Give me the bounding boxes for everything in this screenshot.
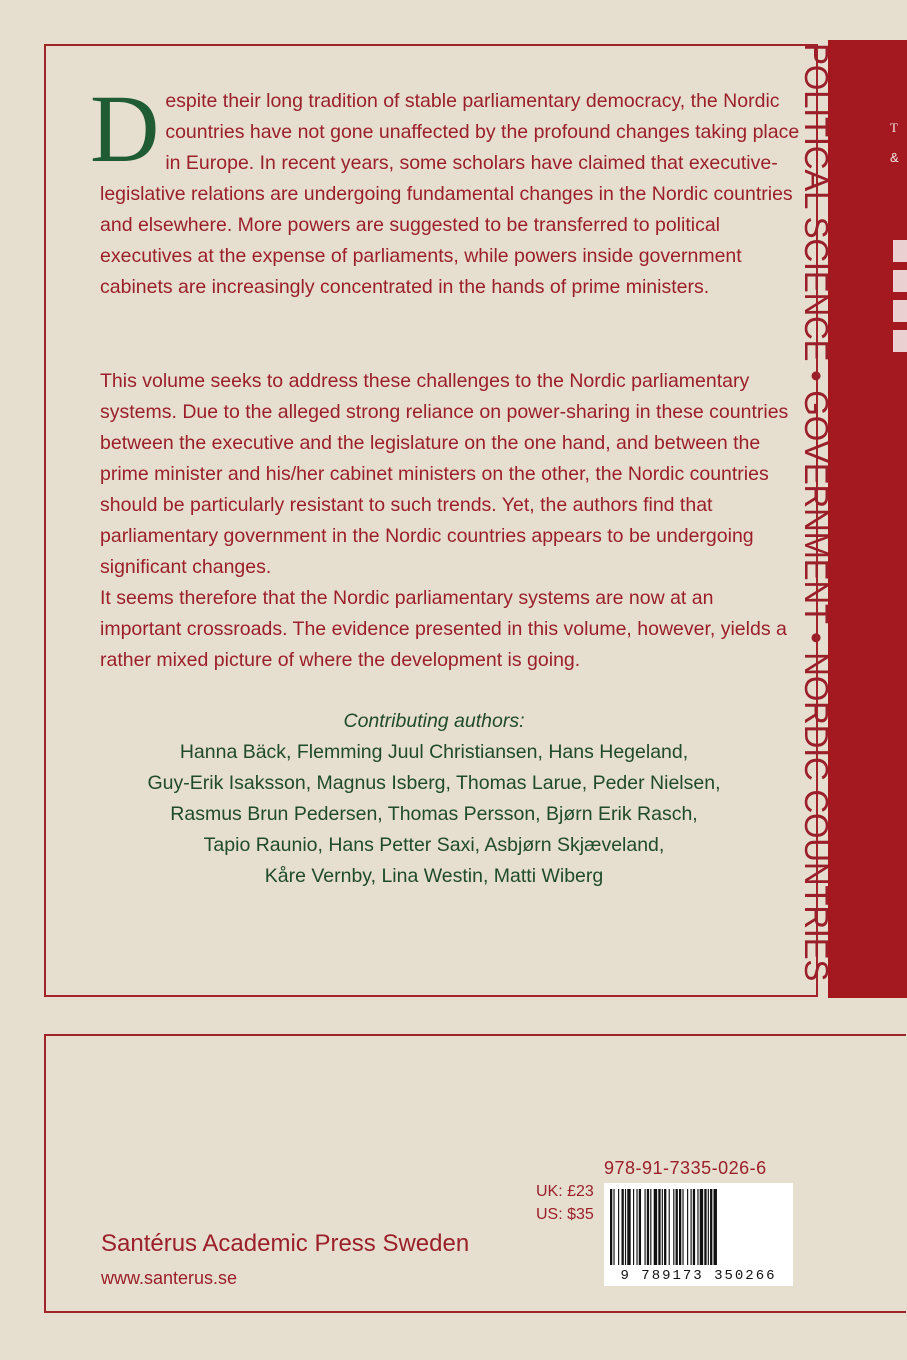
contributors-line: Hanna Bäck, Flemming Juul Christiansen, Hans Hegeland, bbox=[179, 741, 689, 763]
publisher-name: Santérus Academic Press Sweden bbox=[101, 1230, 470, 1257]
spine-fragment-amp: & bbox=[890, 150, 899, 165]
blurb-paragraph-1-text: espite their long tradition of stable parliamentary democracy, the Nordic countries have not gone unaffected by the profound changes taking place in Europe. In recent years, some scholars have claimed that executive-legislative relations are undergoing fundamental changes in the Nordic countries and elsewhere. More powers are suggested to be transferred to political executives at the expense of parliaments, while powers inside government cabinets are increasingly concentrated in the hands of prime ministers. bbox=[100, 90, 800, 298]
price-us: US: $35 bbox=[536, 1206, 594, 1223]
drop-cap: D bbox=[90, 75, 160, 182]
barcode bbox=[604, 1183, 793, 1286]
blurb-paragraph-2a: This volume seeks to address these challenges to the Nordic parliamentary systems. Due to the alleged strong reliance on power-sharing in these countries between the executive and the legislature on the one hand, and between the prime minister and his/her cabinet ministers on the other, the Nordic countries should be particularly resistant to such trends. Yet, the authors find that parliamentary government in the Nordic countries appears to be undergoing significant changes. bbox=[100, 370, 789, 578]
contributors-line: Tapio Raunio, Hans Petter Saxi, Asbjørn Skjæveland, bbox=[203, 834, 665, 856]
contributors-line: Rasmus Brun Pedersen, Thomas Persson, Bjørn Erik Rasch, bbox=[170, 803, 698, 825]
isbn-text: 978-91-7335-026-6 bbox=[604, 1158, 767, 1178]
barcode-digits: 9 789173 350266 bbox=[620, 1268, 777, 1284]
spine-title-fragment bbox=[893, 240, 907, 360]
barcode-bars bbox=[610, 1189, 787, 1265]
spine-subjects-text: POLITICAL SCIENCE • GOVERNMENT • NORDIC COUNTRIES bbox=[798, 43, 835, 982]
contributors-line: Kåre Vernby, Lina Westin, Matti Wiberg bbox=[264, 865, 604, 887]
price-uk: UK: £23 bbox=[536, 1183, 594, 1200]
blurb-paragraph-2b: It seems therefore that the Nordic parliamentary systems are now at an important crossroads. The evidence presented in this volume, however, yields a rather mixed picture of where the development is going. bbox=[100, 587, 787, 671]
spine-fragment-t: T bbox=[890, 120, 898, 135]
publisher-website: www.santerus.se bbox=[101, 1268, 238, 1288]
spine-band bbox=[828, 40, 907, 998]
blurb-paragraph-1 bbox=[90, 75, 800, 303]
contributors-line: Guy-Erik Isaksson, Magnus Isberg, Thomas Larue, Peder Nielsen, bbox=[147, 772, 721, 794]
blurb-paragraph-2 bbox=[100, 366, 800, 676]
contributors-block bbox=[100, 706, 768, 892]
contributors-title: Contributing authors: bbox=[343, 710, 525, 732]
